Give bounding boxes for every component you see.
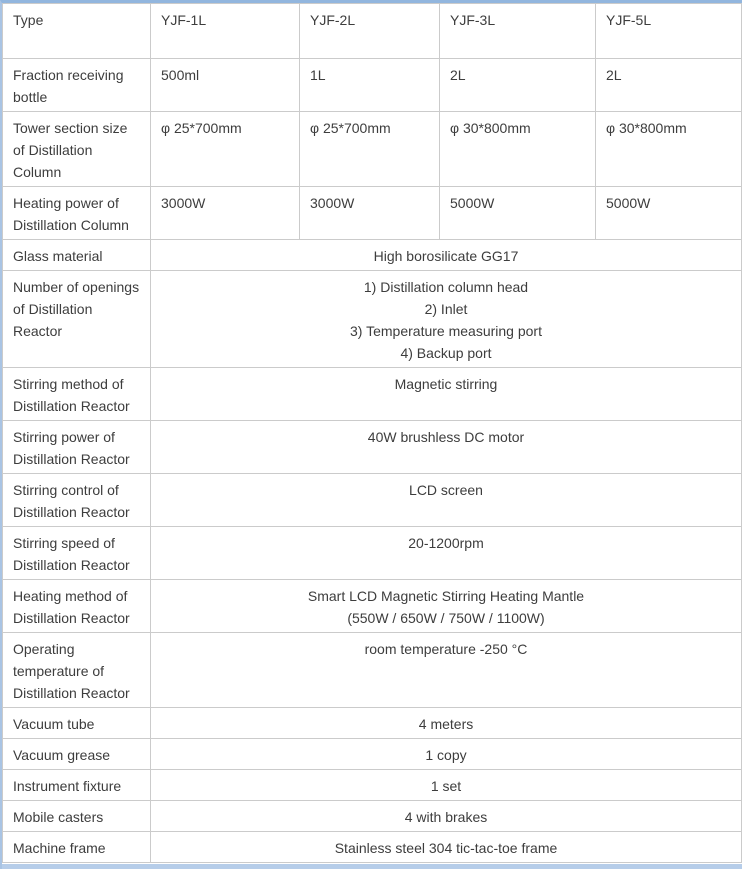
spec-value-cell: 2L [440,59,596,112]
spec-row [3,527,742,580]
spec-value-cell: 5000W [440,187,596,240]
spec-value-line: High borosilicate GG17 [373,248,519,264]
spec-value-line: 3) Temperature measuring port [350,323,542,339]
spec-value-cell: 3000W [300,187,440,240]
spec-value-line: 2) Inlet [424,301,468,317]
spec-value-line: 40W brushless DC motor [367,429,525,445]
spec-value-cell: 1L [300,59,440,112]
spec-label-cell: Stirring power of Distillation Reactor [3,421,151,474]
spec-value-line: LCD screen [409,482,483,498]
spec-merged-value-cell [151,527,742,580]
spec-label-cell: Machine frame [3,832,151,863]
spec-row [3,633,742,708]
spec-value-cell: 500ml [151,59,300,112]
spec-value-line: 4 meters [418,716,474,732]
spec-merged-value-cell [151,240,742,271]
spec-merged-value-cell [151,421,742,474]
spec-row [3,770,742,801]
spec-value-cell: φ 30*800mm [440,112,596,187]
spec-label-cell: Type [3,4,151,59]
spec-label-cell: Glass material [3,240,151,271]
spec-row [3,708,742,739]
spec-value-cell: 2L [596,59,742,112]
spec-row [3,112,742,187]
spec-table [2,3,742,863]
spec-row [3,271,742,368]
spec-value-line: 1) Distillation column head [363,279,529,295]
spec-label-cell: Fraction receiving bottle [3,59,151,112]
spec-value-cell: YJF-2L [300,4,440,59]
spec-row [3,59,742,112]
spec-value-cell: 5000W [596,187,742,240]
spec-merged-value-cell [151,474,742,527]
spec-value-line: Smart LCD Magnetic Stirring Heating Mantle [307,588,585,604]
spec-value-line: (550W / 650W / 750W / 1100W) [347,610,545,626]
spec-row [3,187,742,240]
spec-label-cell: Number of openings of Distillation Reactor [3,271,151,368]
spec-label-cell: Stirring speed of Distillation Reactor [3,527,151,580]
spec-label-cell: Mobile casters [3,801,151,832]
spec-value-line: Stainless steel 304 tic-tac-toe frame [334,840,558,856]
spec-value-line: 4 with brakes [404,809,488,825]
spec-label-cell: Stirring control of Distillation Reactor [3,474,151,527]
spec-row [3,739,742,770]
spec-merged-value-cell [151,739,742,770]
spec-value-line: Magnetic stirring [394,376,498,392]
spec-value-cell: 3000W [151,187,300,240]
spec-label-cell: Operating temperature of Distillation Reactor [3,633,151,708]
spec-merged-value-cell [151,801,742,832]
spec-row [3,801,742,832]
spec-row [3,832,742,863]
spec-value-cell: φ 25*700mm [300,112,440,187]
spec-merged-value-cell [151,580,742,633]
spec-label-cell: Vacuum tube [3,708,151,739]
spec-merged-value-cell [151,368,742,421]
spec-label-cell: Heating power of Distillation Column [3,187,151,240]
spec-merged-value-cell [151,770,742,801]
spec-label-cell: Instrument fixture [3,770,151,801]
spec-row [3,4,742,59]
spec-value-line: room temperature -250 °C [364,641,528,657]
spec-value-cell: YJF-5L [596,4,742,59]
spec-merged-value-cell [151,832,742,863]
spec-value-cell: φ 30*800mm [596,112,742,187]
spec-row [3,240,742,271]
spec-merged-value-cell [151,271,742,368]
spec-row [3,474,742,527]
spec-table-body [3,4,742,863]
spec-label-cell: Tower section size of Distillation Column [3,112,151,187]
spec-value-line: 20-1200rpm [408,535,484,551]
spec-value-cell: YJF-3L [440,4,596,59]
spec-value-cell: φ 25*700mm [151,112,300,187]
spec-label-cell: Heating method of Distillation Reactor [3,580,151,633]
spec-row [3,368,742,421]
spec-value-line: 4) Backup port [400,345,492,361]
spec-label-cell: Stirring method of Distillation Reactor [3,368,151,421]
spec-label-cell: Vacuum grease [3,739,151,770]
spec-value-line: 1 set [430,778,462,794]
spec-row [3,421,742,474]
spec-merged-value-cell [151,708,742,739]
spec-value-line: 1 copy [425,747,467,763]
spec-row [3,580,742,633]
spec-value-cell: YJF-1L [151,4,300,59]
spec-merged-value-cell [151,633,742,708]
